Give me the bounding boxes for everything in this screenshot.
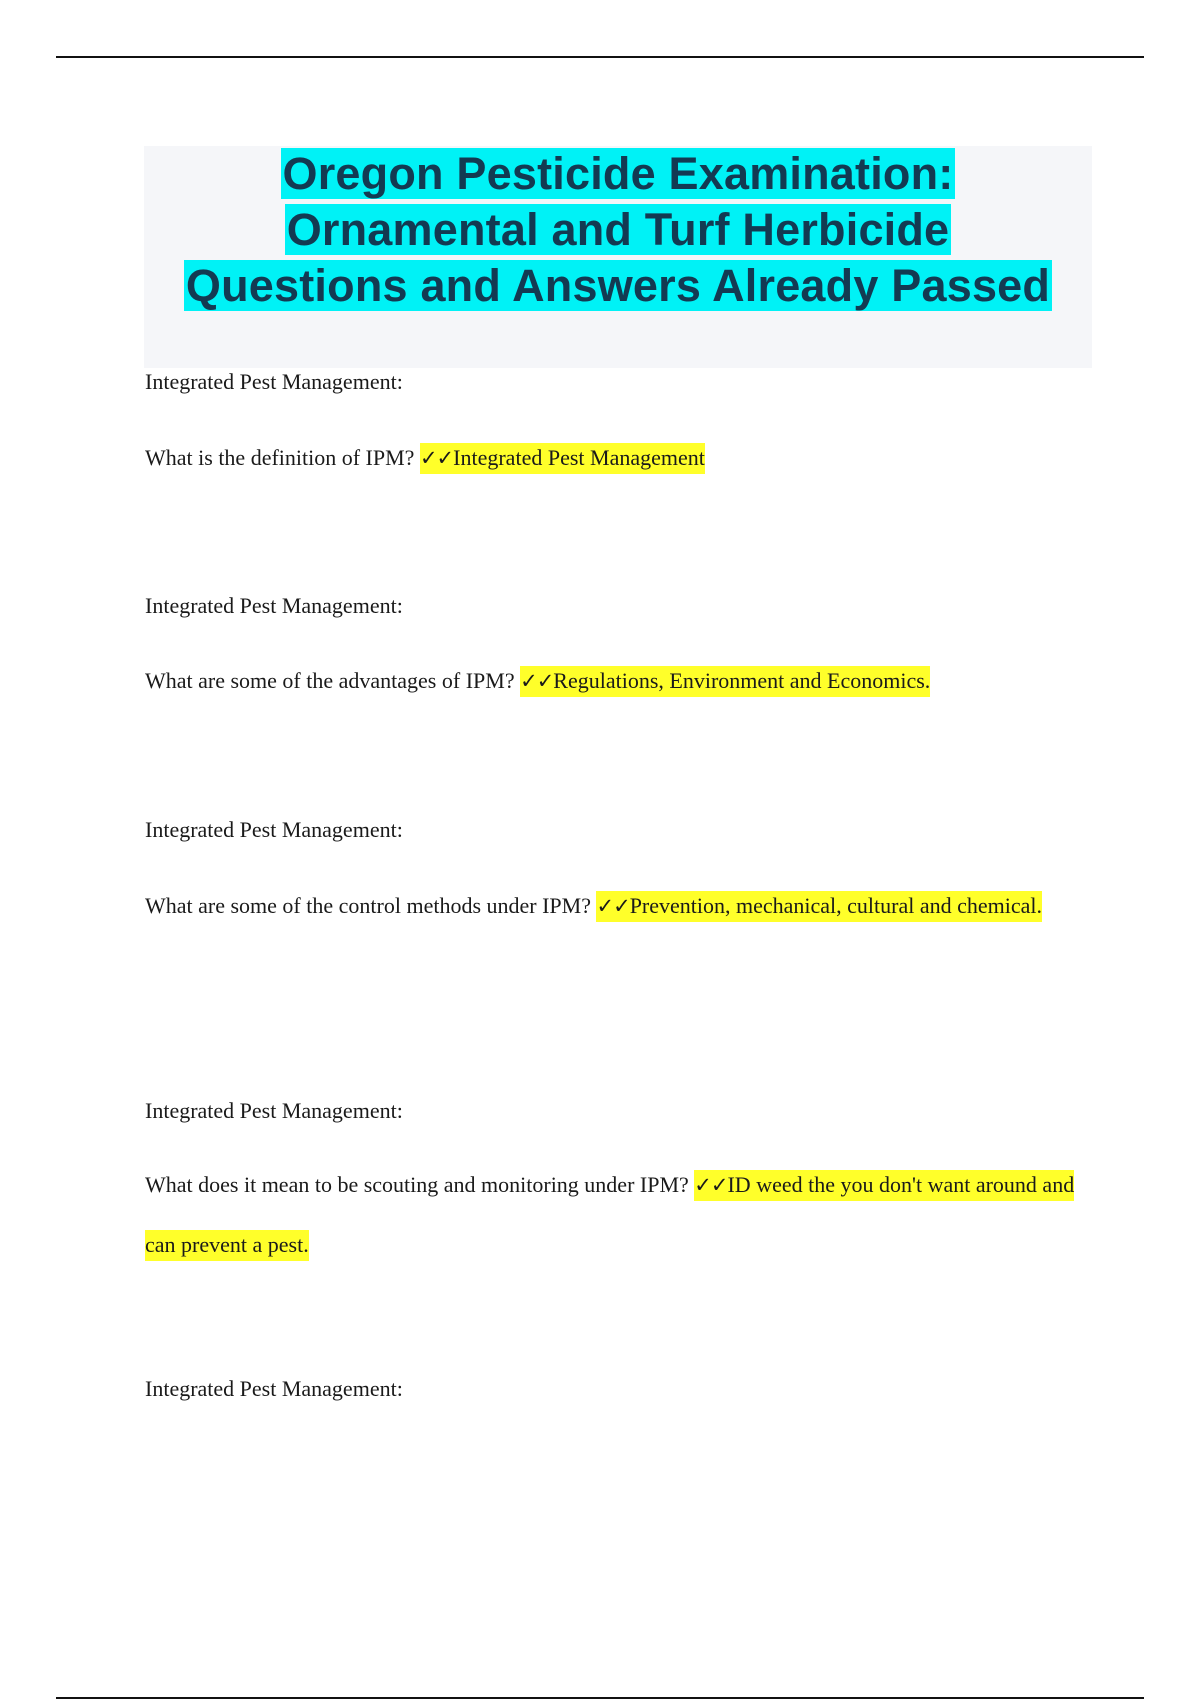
document-title bbox=[144, 146, 1092, 314]
question-answer bbox=[145, 651, 1085, 711]
title-line-2: Ornamental and Turf Herbicide bbox=[286, 204, 950, 255]
answer-highlight bbox=[596, 891, 1042, 922]
title-line-3: Questions and Answers Already Passed bbox=[185, 260, 1051, 311]
double-check-icon: ✓✓ bbox=[419, 446, 454, 470]
answer-text: Regulations, Environment and Economics. bbox=[553, 668, 931, 693]
double-check-icon: ✓✓ bbox=[596, 894, 630, 918]
section-label: Integrated Pest Management: bbox=[145, 1376, 403, 1401]
answer-text: Prevention, mechanical, cultural and chemical. bbox=[629, 893, 1043, 918]
section-label: Integrated Pest Management: bbox=[145, 593, 403, 618]
question-text: What does it mean to be scouting and monitoring under IPM? bbox=[145, 1172, 695, 1197]
answer-highlight bbox=[420, 443, 705, 474]
question-text: What are some of the advantages of IPM? bbox=[145, 668, 521, 693]
bottom-rule bbox=[56, 1697, 1144, 1699]
answer-highlight bbox=[520, 666, 930, 697]
question-text: What is the definition of IPM? bbox=[145, 445, 420, 470]
section-label: Integrated Pest Management: bbox=[145, 1098, 403, 1123]
top-rule bbox=[56, 56, 1144, 58]
question-text: What are some of the control methods under IPM? bbox=[145, 893, 597, 918]
section-label: Integrated Pest Management: bbox=[145, 369, 403, 394]
question-answer bbox=[145, 876, 1085, 936]
answer-text: ID weed the you don't want around and can prevent a pest. bbox=[145, 1172, 1075, 1257]
section-label: Integrated Pest Management: bbox=[145, 817, 403, 842]
double-check-icon: ✓✓ bbox=[520, 669, 554, 693]
title-block bbox=[144, 146, 1092, 368]
double-check-icon: ✓✓ bbox=[694, 1173, 728, 1197]
question-answer bbox=[145, 1155, 1085, 1275]
answer-text: Integrated Pest Management bbox=[453, 445, 705, 470]
title-line-1: Oregon Pesticide Examination: bbox=[282, 148, 954, 199]
question-answer bbox=[145, 428, 1085, 488]
